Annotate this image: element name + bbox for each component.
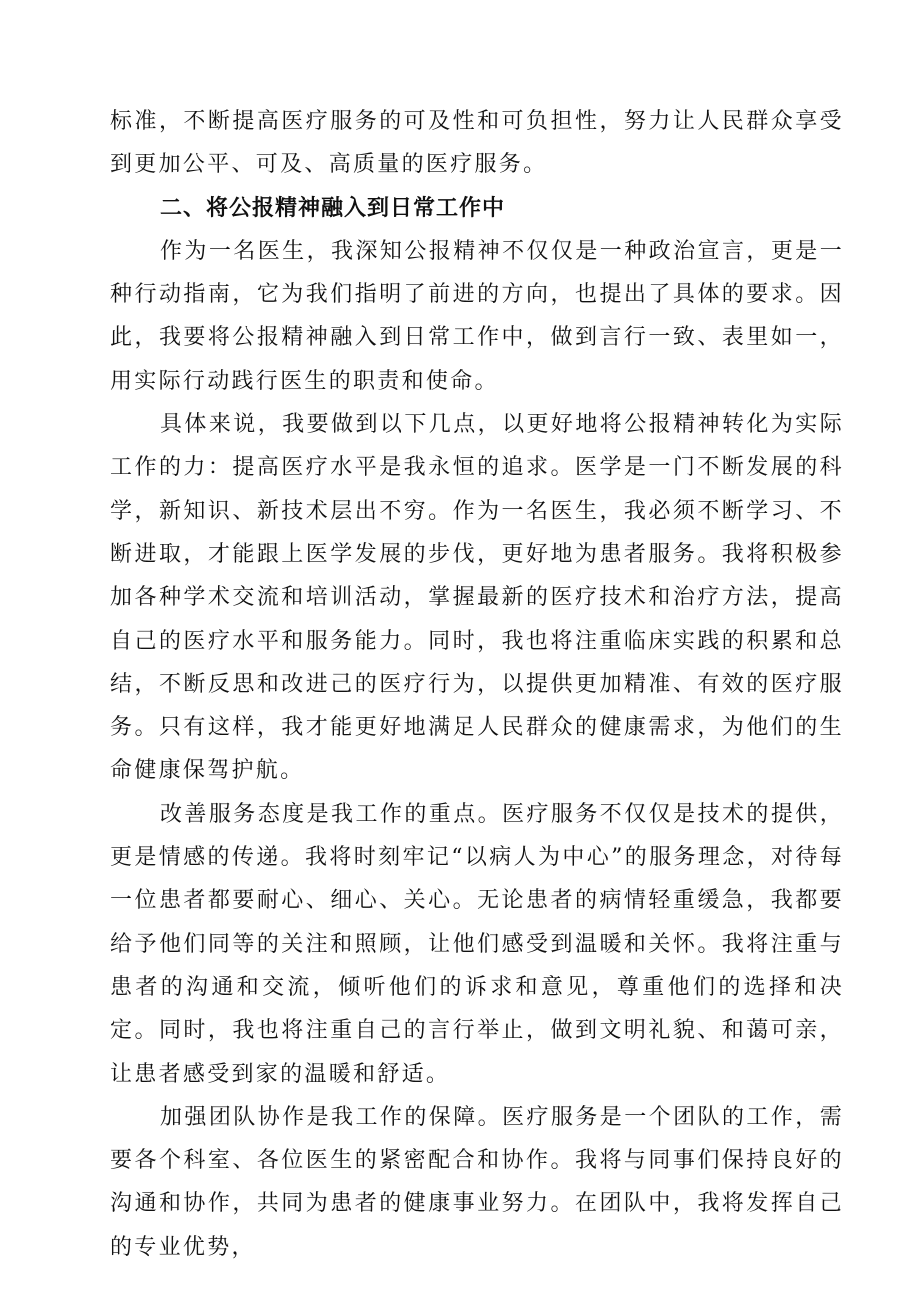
paragraph-practice: 作为一名医生，我深知公报精神不仅仅是一种政治宣言，更是一种行动指南，它为我们指明了前进的方向，也提出了具体的要求。因此，我要将公报精神融入到日常工作中，做到言行一致、表里如一，用实际行动践行医生的职责和使命。 <box>110 238 844 394</box>
section-heading: 二、将公报精神融入到日常工作中 <box>160 195 506 221</box>
paragraph-medical-level: 具体来说，我要做到以下几点，以更好地将公报精神转化为实际工作的力：提高医疗水平是我永恒的追求。医学是一门不断发展的科学，新知识、新技术层出不穷。作为一名医生，我必须不断学习、不断进取，才能跟上医学发展的步伐，更好地为患者服务。我将积极参加各种学术交流和培训活动，掌握最新的医疗技术和治疗方法，提高自己的医疗水平和服务能力。同时，我也将注重临床实践的积累和总结，不断反思和改进己的医疗行为，以提供更加精准、有效的医疗服务。只有这样，我才能更好地满足人民群众的健康需求，为他们的生命健康保驾护航。 <box>110 412 844 784</box>
paragraph-teamwork: 加强团队协作是我工作的保障。医疗服务是一个团队的工作，需要各个科室、各位医生的紧密配合和协作。我将与同事们保持良好的沟通和协作，共同为患者的健康事业努力。在团队中，我将发挥自己的专业优势， <box>110 1104 844 1260</box>
paragraph-service-attitude: 改善服务态度是我工作的重点。医疗服务不仅仅是技术的提供，更是情感的传递。我将时刻牢记“以病人为中心”的服务理念，对待每一位患者都要耐心、细心、关心。无论患者的病情轻重缓急，我都要给予他们同等的关注和照顾，让他们感受到温暖和关怀。我将注重与患者的沟通和交流，倾听他们的诉求和意见，尊重他们的选择和决定。同时，我也将注重自己的言行举止，做到文明礼貌、和蔼可亲，让患者感受到家的温暖和舒适。 <box>110 801 844 1087</box>
document-body <box>110 100 844 1269</box>
intro-continuation-paragraph: 标准，不断提高医疗服务的可及性和可负担性，努力让人民群众享受到更加公平、可及、高质量的医疗服务。 <box>110 109 844 178</box>
